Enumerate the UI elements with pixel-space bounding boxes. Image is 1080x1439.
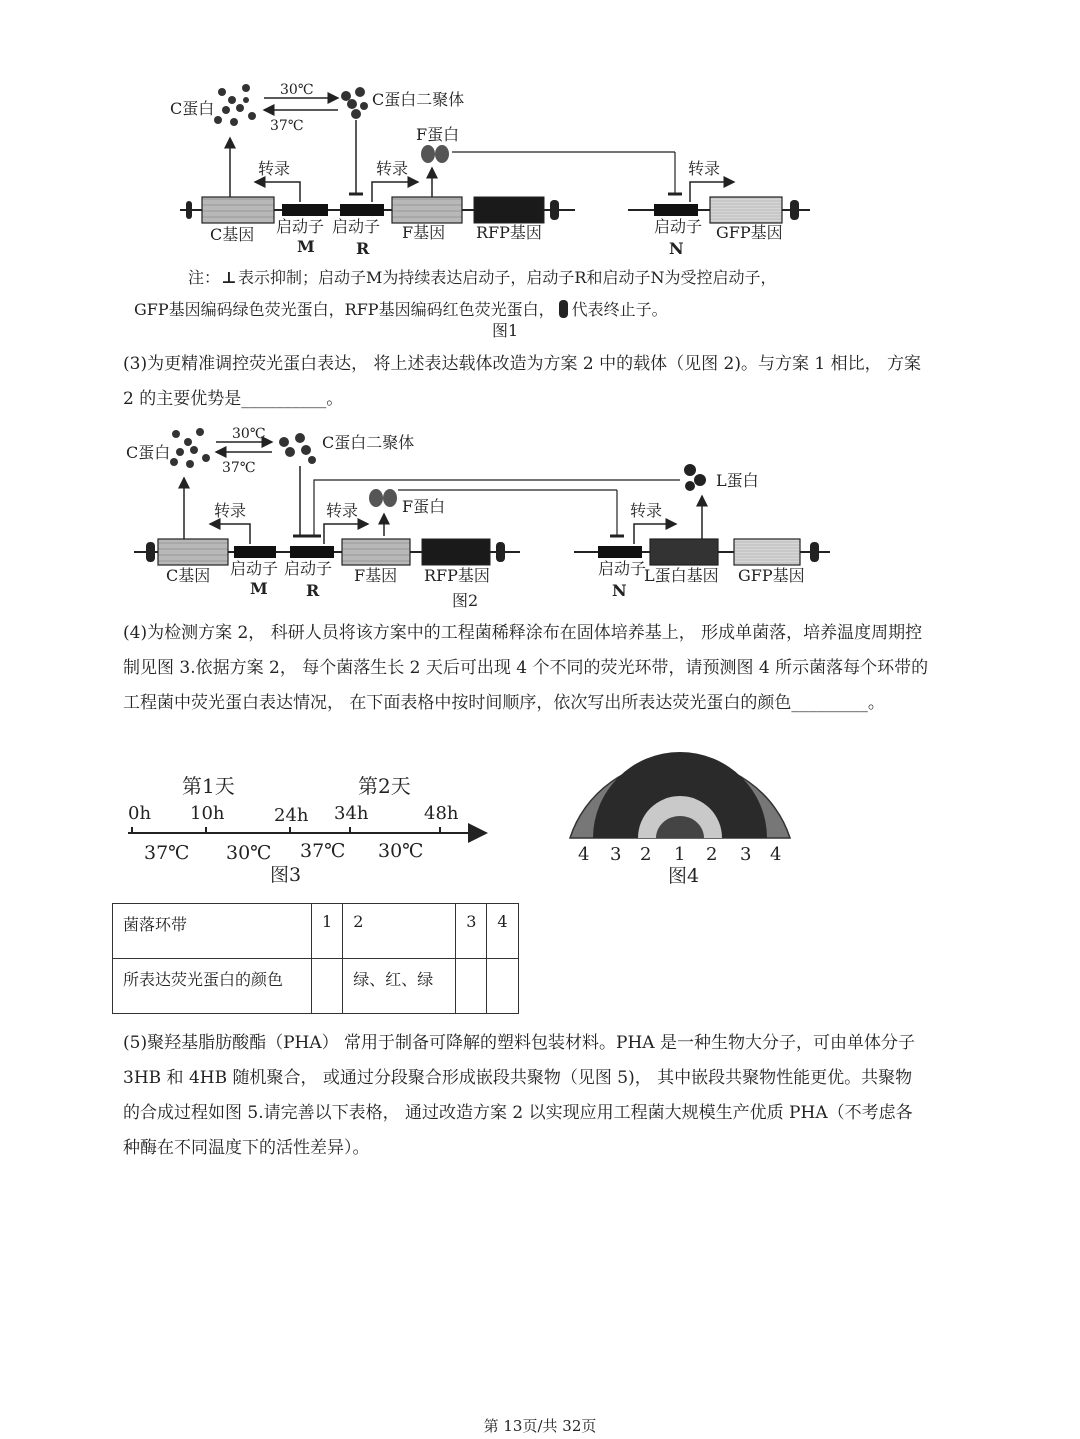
fig1-note-line1 <box>188 265 776 288</box>
promoter-n-letter: N <box>669 239 684 258</box>
table-row <box>113 904 519 959</box>
c-dimer-icon-2 <box>279 433 316 464</box>
transcription-label-r-2: 转录 <box>326 501 359 520</box>
time-34h: 34h <box>334 803 369 824</box>
temp-30-label: 30℃ <box>280 82 314 98</box>
time-0h: 0h <box>128 803 152 824</box>
promoter-m-box <box>282 204 328 216</box>
table-cell: 1 <box>312 904 343 959</box>
f-gene-box <box>392 197 462 223</box>
rfp-gene-label: RFP基因 <box>476 223 542 242</box>
ring-label-center-1: 1 <box>674 844 686 865</box>
question-5 <box>123 1026 963 1166</box>
time-10h: 10h <box>190 803 225 824</box>
table-cell: 绿、红、绿 <box>343 959 456 1014</box>
f-gene-label: F基因 <box>402 223 446 242</box>
transcription-label-n-2: 转录 <box>630 501 663 520</box>
c-dimer-label-2: C蛋白二聚体 <box>322 433 415 452</box>
gfp-gene-box <box>710 197 782 223</box>
table-row <box>113 959 519 1014</box>
ring-label-left-3: 3 <box>610 844 622 865</box>
c-gene-label-2: C基因 <box>166 566 211 585</box>
figure-3 <box>110 765 510 890</box>
rfp-gene-box <box>474 197 544 223</box>
ring-label-right-3: 3 <box>740 844 752 865</box>
c-dimer-icon <box>341 87 368 119</box>
fig3-caption: 图3 <box>270 864 302 886</box>
figure-4 <box>560 728 810 890</box>
answer-cell-4[interactable] <box>487 959 518 1014</box>
day2-label: 第2天 <box>358 774 411 798</box>
gfp-gene-label: GFP基因 <box>716 223 783 242</box>
gfp-gene-box-2 <box>734 539 800 565</box>
table-cell: 菌落环带 <box>113 904 312 959</box>
l-gene-label: L蛋白基因 <box>644 566 719 585</box>
note-prefix: 注： <box>188 268 221 287</box>
q5-line2: 3HB 和 4HB 随机聚合， 或通过分段聚合形成嵌段共聚物（见图 5)， 其中嵌段共聚物性能更优。共聚物 <box>123 1068 913 1088</box>
q5-line1: (5)聚羟基脂肪酸酯（PHA） 常用于制备可降解的塑料包装材料。PHA 是一种生物大分子，可由单体分子 <box>123 1033 915 1053</box>
table-cell: 3 <box>456 904 487 959</box>
temp-period-2: 30℃ <box>226 842 272 864</box>
ring-label-right-4: 4 <box>770 844 782 865</box>
temp-30-label-2: 30℃ <box>232 426 266 442</box>
transcription-label-m: 转录 <box>258 159 291 178</box>
gfp-gene-label-2: GFP基因 <box>738 566 805 585</box>
temp-period-4: 30℃ <box>378 840 424 862</box>
promoter-m-letter-2: M <box>250 579 268 598</box>
terminator-icon <box>559 300 568 318</box>
figure-1 <box>0 70 1080 270</box>
q5-line4: 种酶在不同温度下的活性差异）。 <box>123 1138 370 1158</box>
promoter-r-label: 启动子 <box>332 217 381 236</box>
temp-37-label: 37℃ <box>270 118 304 134</box>
promoter-r-letter-2: R <box>306 581 320 600</box>
page-footer: 第 13页/共 32页 <box>483 1417 597 1435</box>
f-gene-label-2: F基因 <box>354 566 398 585</box>
promoter-r-box-2 <box>290 546 334 558</box>
f-protein-label-2: F蛋白 <box>402 497 446 516</box>
ring-label-right-2: 2 <box>706 844 718 865</box>
promoter-m-label-2: 启动子 <box>230 559 279 578</box>
promoter-r-letter: R <box>356 239 370 258</box>
time-48h: 48h <box>424 803 459 824</box>
inhibit-symbol-icon: ⊥ <box>221 268 237 287</box>
transcription-label-n: 转录 <box>688 159 721 178</box>
temp-period-1: 37℃ <box>144 842 190 864</box>
transcription-label-m-2: 转录 <box>214 501 247 520</box>
promoter-r-box <box>340 204 384 216</box>
temp-37-label-2: 37℃ <box>222 460 256 476</box>
question-4 <box>123 616 963 721</box>
q3-line2: 2 的主要优势是__________。 <box>123 389 344 409</box>
f-protein-label: F蛋白 <box>416 125 460 144</box>
note-text-1: 表示抑制；启动子M为持续表达启动子，启动子R和启动子N为受控启动子， <box>238 268 777 287</box>
l-protein-label: L蛋白 <box>716 471 759 490</box>
q4-line2: 制见图 3.依据方案 2， 每个菌落生长 2 天后可出现 4 个不同的荧光环带，请预测图 4 所示菌落每个环带的 <box>123 658 929 678</box>
ring-label-left-4: 4 <box>578 844 590 865</box>
f-gene-box-2 <box>342 539 410 565</box>
c-dimer-label: C蛋白二聚体 <box>372 90 465 109</box>
promoter-n-label: 启动子 <box>654 217 703 236</box>
c-gene-label: C基因 <box>210 225 255 244</box>
rfp-gene-box-2 <box>422 539 490 565</box>
ring-color-table <box>112 903 519 1014</box>
temp-period-3: 37℃ <box>300 840 346 862</box>
note-text-2b: 代表终止子。 <box>571 300 668 319</box>
c-protein-icon <box>214 84 256 126</box>
question-3 <box>123 347 963 417</box>
rfp-gene-label-2: RFP基因 <box>424 566 490 585</box>
ring-label-left-2: 2 <box>640 844 652 865</box>
q5-line3: 的合成过程如图 5.请完善以下表格， 通过改造方案 2 以实现应用工程菌大规模生产优质 PHA（不考虑各 <box>123 1103 913 1123</box>
answer-cell-1[interactable] <box>312 959 343 1014</box>
transcription-label-r: 转录 <box>376 159 409 178</box>
promoter-m-box-2 <box>234 546 276 558</box>
fig4-caption: 图4 <box>668 865 700 887</box>
note-text-2a: GFP基因编码绿色荧光蛋白，RFP基因编码红色荧光蛋白， <box>134 300 555 319</box>
q3-line1: (3)为更精准调控荧光蛋白表达， 将上述表达载体改造为方案 2 中的载体（见图 2)。与方案 1 相比， 方案 <box>123 354 921 374</box>
fig2-caption: 图2 <box>452 591 479 610</box>
q4-line1: (4)为检测方案 2， 科研人员将该方案中的工程菌稀释涂布在固体培养基上， 形成单菌落，培养温度周期控 <box>123 623 923 643</box>
c-gene-box <box>202 197 274 223</box>
day1-label: 第1天 <box>182 774 235 798</box>
c-protein-label: C蛋白 <box>170 99 215 118</box>
f-protein-icon-2 <box>369 489 397 507</box>
figure-2 <box>0 420 1080 620</box>
table-cell: 2 <box>343 904 456 959</box>
promoter-n-box-2 <box>598 546 642 558</box>
fig1-caption: 图1 <box>492 321 519 340</box>
q4-line3: 工程菌中荧光蛋白表达情况， 在下面表格中按时间顺序，依次写出所表达荧光蛋白的颜色_________。 <box>123 693 885 713</box>
promoter-n-label-2: 启动子 <box>598 559 647 578</box>
promoter-n-box <box>654 204 698 216</box>
promoter-n-letter-2: N <box>612 581 627 600</box>
table-cell: 所表达荧光蛋白的颜色 <box>113 959 312 1014</box>
answer-cell-3[interactable] <box>456 959 487 1014</box>
c-gene-box-2 <box>158 539 228 565</box>
fig1-note-line2 <box>134 297 668 320</box>
l-gene-box <box>650 539 718 565</box>
time-24h: 24h <box>274 805 309 826</box>
c-protein-icon-2 <box>170 428 210 468</box>
table-cell: 4 <box>487 904 518 959</box>
promoter-m-letter: M <box>297 237 315 256</box>
l-protein-icon <box>684 464 706 491</box>
promoter-m-label: 启动子 <box>276 217 325 236</box>
c-protein-label-2: C蛋白 <box>126 443 171 462</box>
promoter-r-label-2: 启动子 <box>284 559 333 578</box>
f-protein-icon <box>421 145 449 163</box>
